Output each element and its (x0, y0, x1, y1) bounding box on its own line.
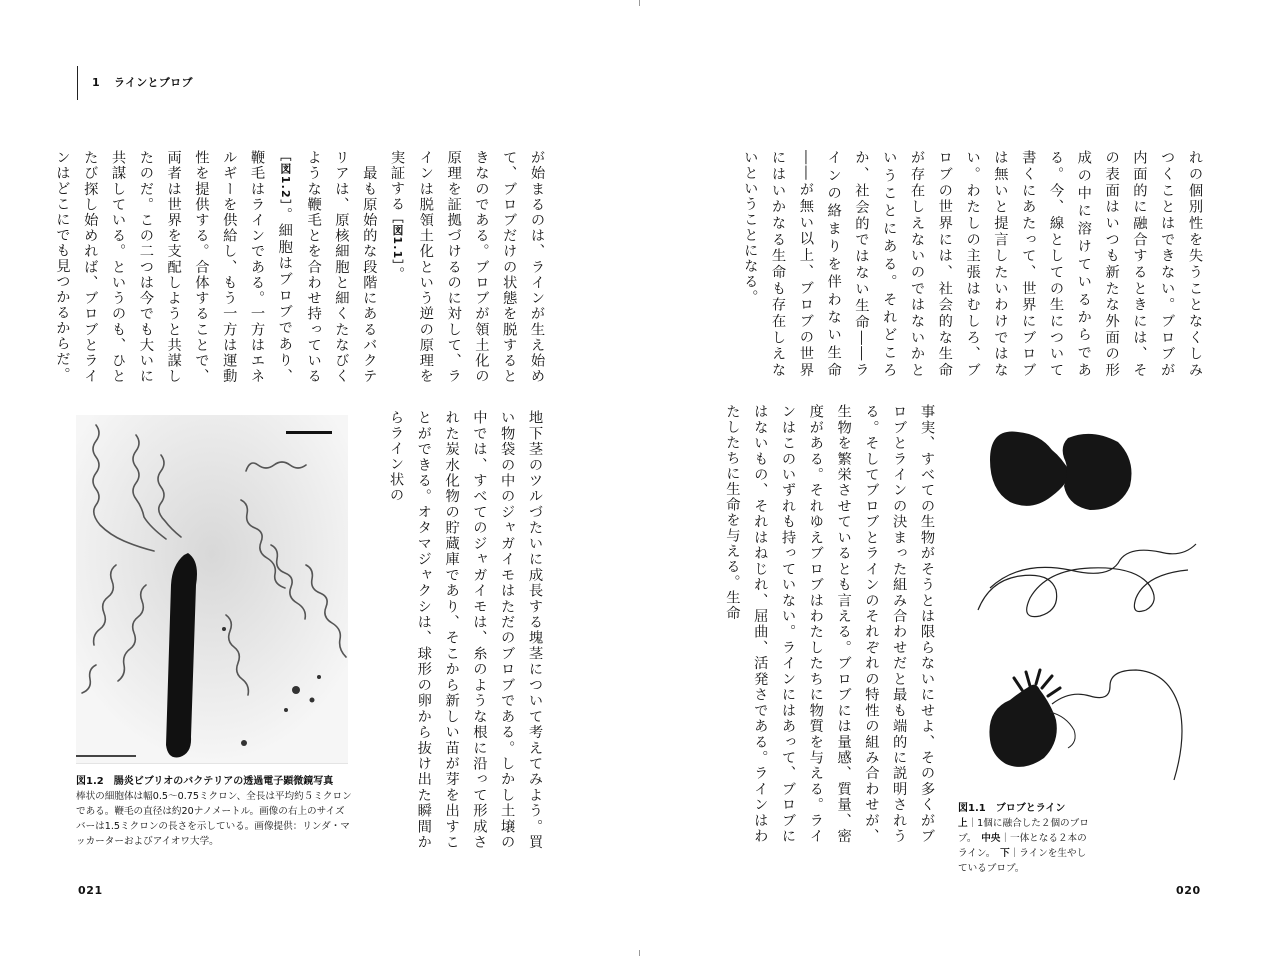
micrograph-image (76, 415, 348, 763)
left-text-2a: 最も原始的な段階にあるバクテリアは、原核細胞と細くたなびくような鞭毛とを合わせ持っている (305, 150, 378, 385)
label-middle: 中央 (981, 833, 1001, 844)
figure-ref-1-2: ［図1.2］ (278, 150, 292, 207)
fused-blobs (990, 432, 1132, 510)
text-middle: ｜一体となる２本のライン。 (958, 833, 1087, 859)
label-bottom: 下 (1000, 848, 1010, 859)
joined-lines (978, 544, 1196, 617)
figure-1-1-text (958, 816, 1094, 876)
left-text-2b: 。細胞はブロブであり、鞭毛はラインである。一方はエネルギーを供給し、もう一方は運動性を提供する。合体することで、両者は世界を支配しようと共謀したのだ。この二つは今でも大いに共謀している。というのも、ひとたび探し始めれば、ブロブとラインはどこにでも見つかるからだ。 (54, 150, 293, 385)
right-paragraph-1: れの個別性を失うことなくしみつくことはできない。ブロブが内面的に融合するときには、その表面はいつも新たな外面の形成の中に溶けているからである。今、線としての生について書くにあたって、世界にブロブは無いと提言したいわけではない。わたしの主張はむしろ、ブロブの世界には、社会的な生命が存在しえないのではないかということにある。それどころか、社会的ではない生命――ラインの絡まりを伴わない生命――が無い以上、ブロブの世界にはいかなる生命も存在しえないということになる。 (742, 150, 1203, 378)
left-paragraph-3: 地下茎のツルづたいに成長する塊茎について考えてみよう。買い物袋の中のジャガイモはただのブロブである。しかし土壌の中では、すべてのジャガイモは、糸のような根に沿って形成された炭水化物の貯蔵庫であり、そこから新しい苗が芽を出すことができる。オタマジャクシは、球形の卵から抜け出た瞬間からライン状の (388, 410, 543, 850)
chapter-title: ラインとブロブ (113, 76, 193, 89)
figure-1-2-caption (76, 774, 352, 849)
right-page-body-lower (724, 404, 940, 844)
bacteria-micrograph (76, 415, 348, 764)
text-bottom: ｜ラインを生やしているブロブ。 (958, 848, 1087, 874)
page-number-left: 021 (78, 884, 103, 897)
page-number-right: 020 (1176, 884, 1201, 897)
chapter-number: 1 (92, 76, 100, 89)
figure-1-2-text: 棒状の細胞体は幅0.5〜0.75ミクロン、全長は平均約５ミクロンである。鞭毛の直径は約20ナノメートル。画像の右上のサイズバーは1.5ミクロンの長さを示している。画像提供：リンダ・マッカーターおよびアイオワ大学。 (76, 791, 352, 847)
right-paragraph-2: 事実、すべての生物がそうとは限らないにせよ、その多くがブロブとラインの決まった組み合わせだと最も端的に説明されうる。そしてブロブとラインのそれぞれの特性の組み合わせが、生物を繁栄させているとも言える。ブロブには量感、質量、密度がある。それゆえブロブはわたしたちに物質を与える。ラインはこのいずれも持っていない。ラインにはあって、ブロブにはないもの、それはねじれ、屈曲、活発さである。ラインはわたしたちに生命を与える。生命 (724, 404, 935, 844)
trim-mark-bottom (639, 950, 640, 956)
trim-mark-top (639, 0, 640, 6)
scale-bar (286, 431, 332, 434)
left-text-1: が始まるのは、ラインが生え始めて、ブロブだけの状態を脱するときなのである。ブロブが領土化の原理を証拠づけるのに対して、ラインは脱領土化という逆の原理を実証する (389, 150, 545, 384)
running-head (77, 66, 193, 100)
figure-1-1-title: 図1.1 ブロブとライン (958, 803, 1066, 814)
left-paragraph-1 (382, 150, 550, 384)
left-page-body-lower (356, 410, 548, 850)
left-page-body-upper (54, 150, 550, 385)
right-page-body-upper (728, 150, 1208, 378)
drawing-image (960, 420, 1210, 790)
text-top: ｜1個に融合した２個のブロブ。 (958, 818, 1089, 844)
left-paragraph-2 (48, 150, 383, 384)
label-top: 上 (958, 818, 968, 829)
figure-1-1-caption (958, 801, 1094, 876)
blob-line-drawings (960, 420, 1210, 790)
blob-with-lines (989, 670, 1182, 780)
figure-ref-1-1: ［図1.1］ (391, 212, 405, 267)
left-text-1b: 。 (389, 266, 406, 282)
figure-1-2-title: 図1.2 腸炎ビブリオのバクテリアの透過電子顕微鏡写真 (76, 776, 334, 787)
